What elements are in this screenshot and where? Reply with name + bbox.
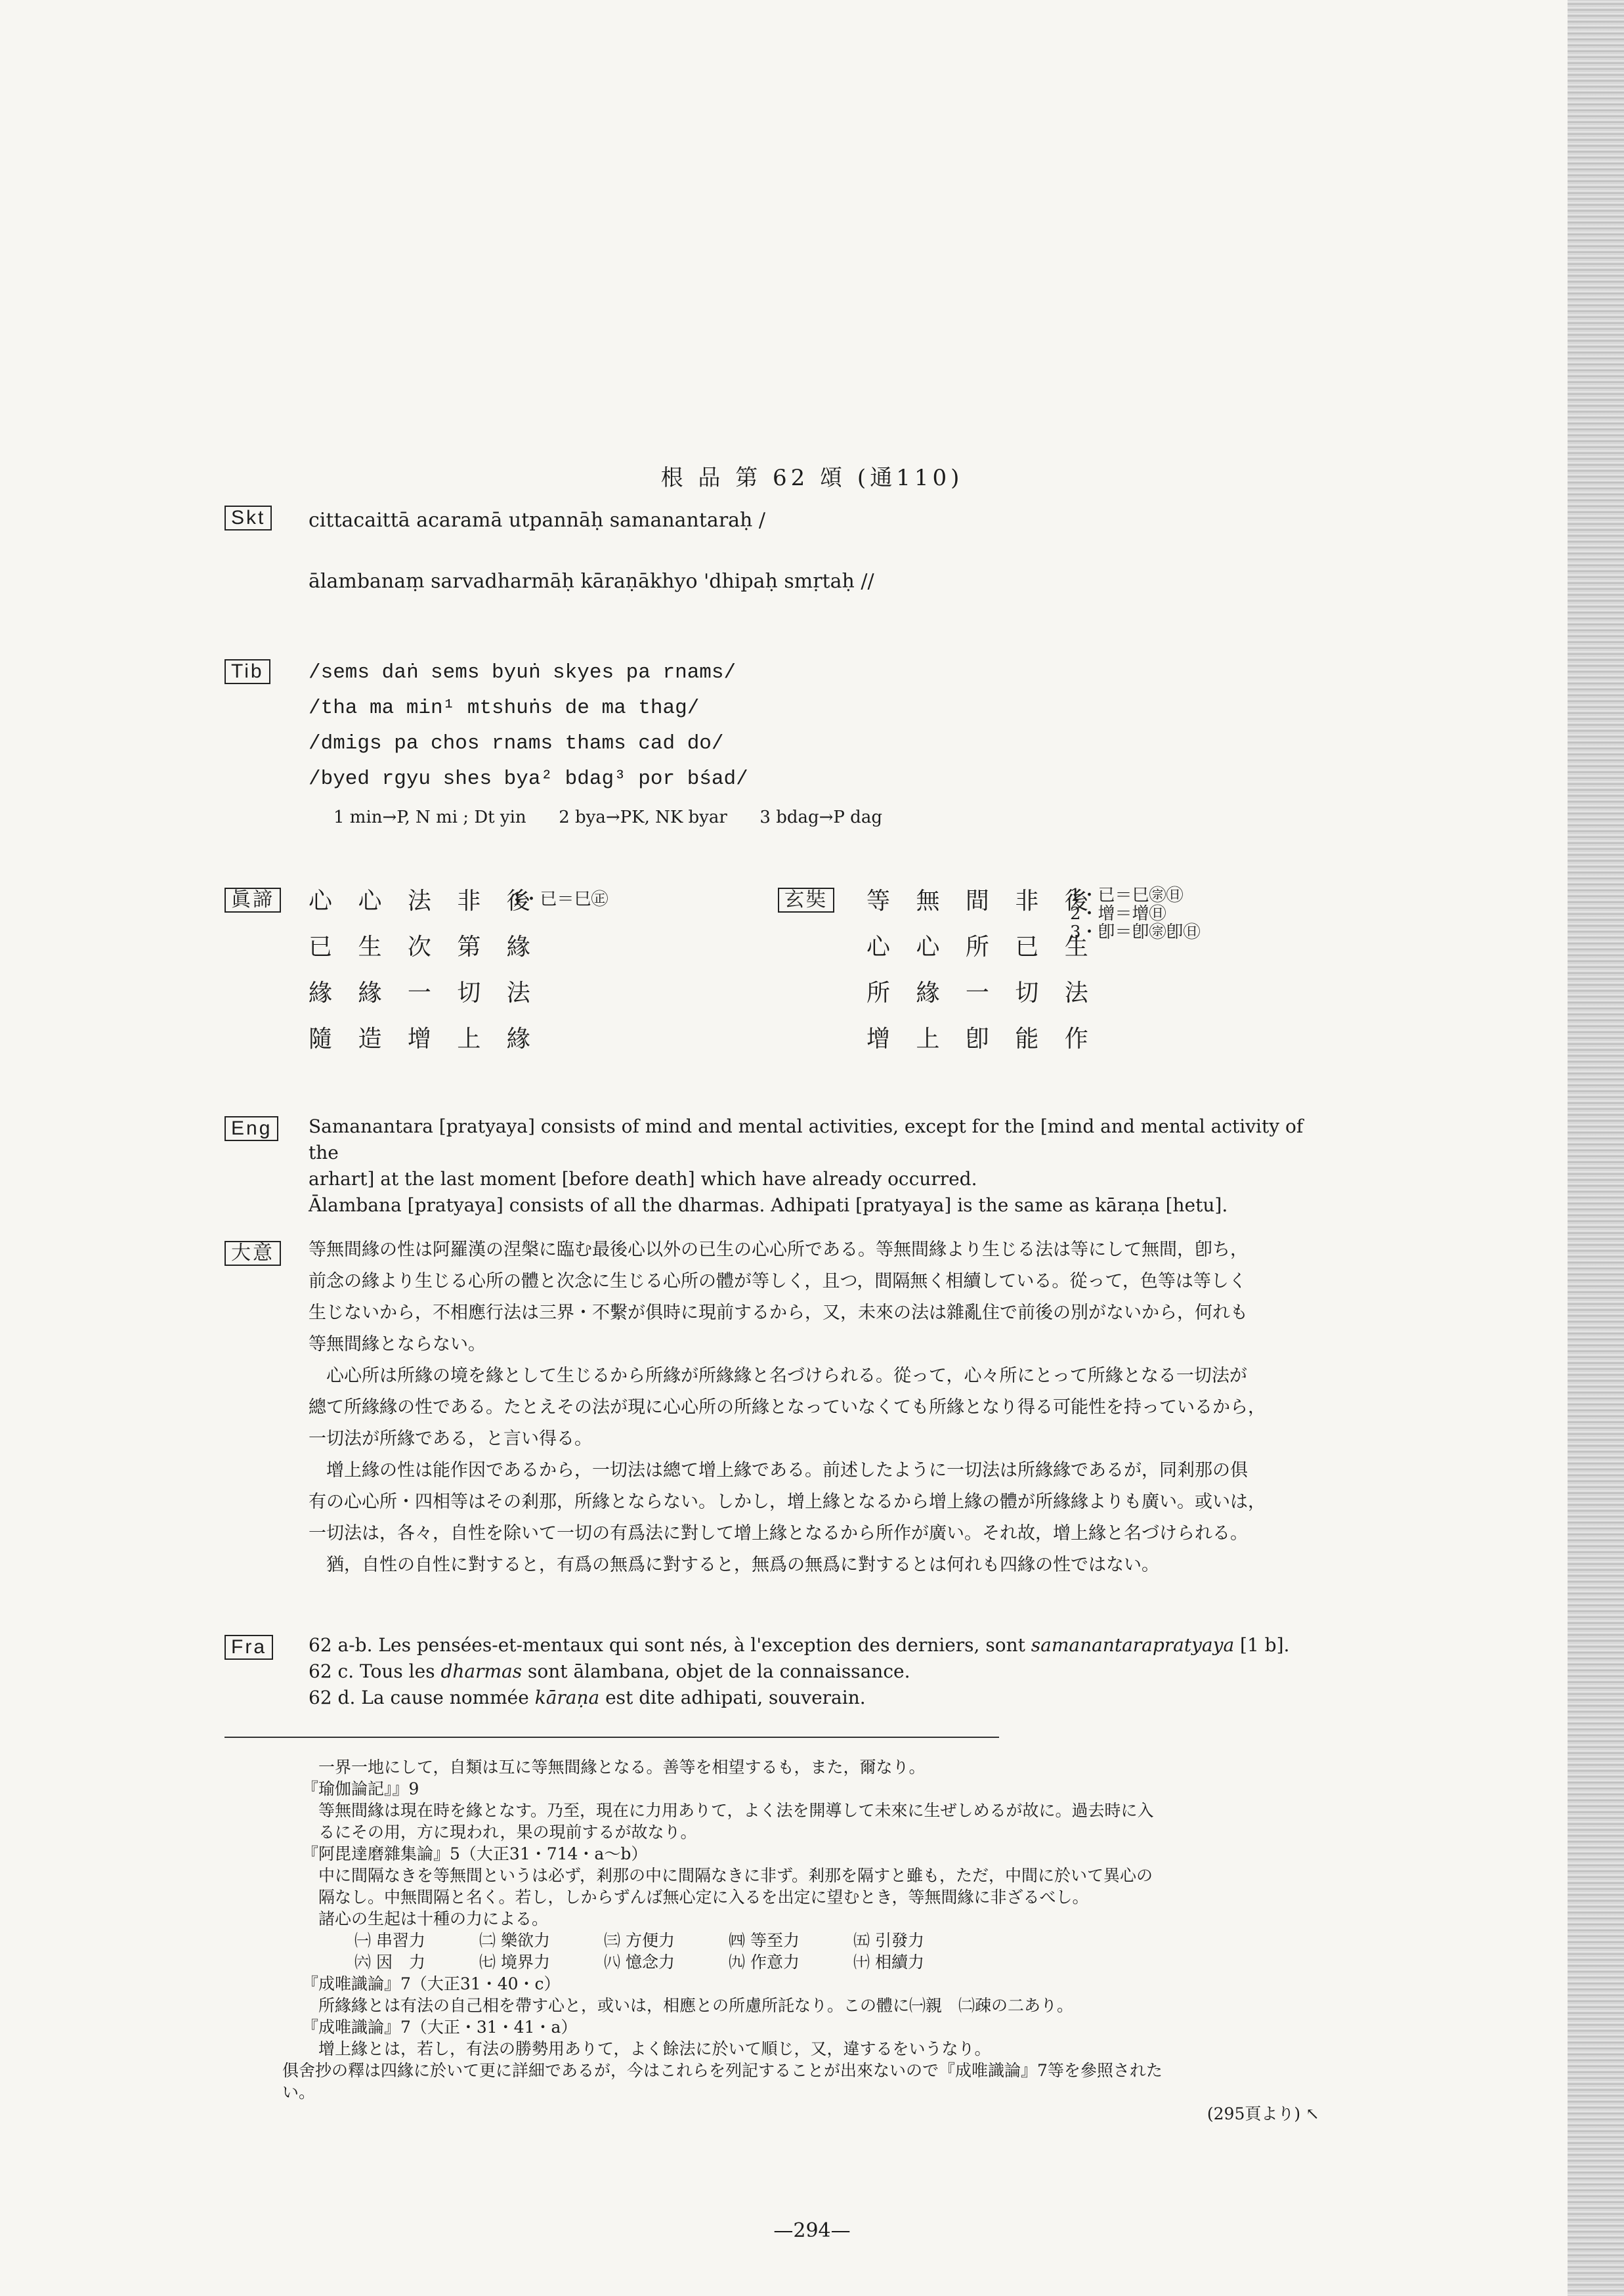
xuanzang-note-1: 1・已＝巳㊪㊐ xyxy=(1070,886,1184,905)
verse-title: 根 品 第 62 頌 (通110) xyxy=(660,465,964,491)
zhendi-line-3: 緣 緣 一 切 法 xyxy=(309,980,540,1007)
zhendi-line-4: 隨 造 增 上 緣 xyxy=(309,1026,540,1052)
zhendi-line-2: 已 生 次 第 緣 xyxy=(309,934,540,961)
footnote-line: 等無間緣は現在時を緣となす。乃至，現在に力用ありて，よく法を開導して未來に生ぜしめるが故に。過去時に入 xyxy=(302,1801,1154,1820)
english-line-1: Samanantara [pratyaya] consists of mind and mental activities, except for the [mind and mental activity of the xyxy=(309,1116,1304,1163)
footnote-divider xyxy=(224,1737,999,1738)
footnote-line: 隔なし。中無間隔と名く。若し，しからずんば無心定に入るを出定に望むとき，等無間緣に非ざるべし。 xyxy=(302,1888,1089,1907)
footnote-line: 所緣緣とは有法の自己相を帶す心と，或いは，相應との所慮所託なり。この體に㈠親 ㈡疎の二あり。 xyxy=(302,1996,1074,2015)
ten-forces-row-1: ㈠ 串習力 ㈡ 樂欲力 ㈢ 方便力 ㈣ 等至力 ㈤ 引發力 xyxy=(354,1931,924,1950)
label-fra: Fra xyxy=(224,1635,273,1660)
english-line-3: Ālambana [pratyaya] consists of all the dharmas. Adhipati [pratyaya] is the same as kāraṇa [hetu]. xyxy=(309,1194,1228,1216)
label-dayi: 大意 xyxy=(224,1241,281,1266)
summary-line-4: 等無間緣とならない。 xyxy=(309,1334,486,1354)
footnote-line: るにその用，方に現われ，果の現前するが故なり。 xyxy=(302,1823,697,1842)
xuanzang-line-3: 所 緣 一 切 法 xyxy=(866,980,1098,1007)
xuanzang-line-1: 等 無 間 非 後 xyxy=(866,888,1098,915)
summary-line-10: 一切法は，各々，自性を除いて一切の有爲法に對して增上緣となるから所作が廣い。それ故，增上緣と名づけられる。 xyxy=(309,1523,1248,1544)
footnote-line: 增上緣とは，若し，有法の勝勢用ありて，よく餘法に於いて順じ，又，違するをいうなり。 xyxy=(302,2039,991,2058)
footnote-line: 俱舍抄の釋は四緣に於いて更に詳細であるが，今はこれらを列記することが出來ないので『成唯識論』7等を參照された xyxy=(282,2061,1163,2080)
summary-text xyxy=(309,1234,1339,1581)
summary-line-6: 總て所緣緣の性である。たとえその法が現に心心所の所緣となっていなくても所緣となり得る可能性を持っているから， xyxy=(309,1397,1266,1418)
ten-forces-row-2: ㈥ 因 力 ㈦ 境界力 ㈧ 憶念力 ㈨ 作意力 ㈩ 相續力 xyxy=(354,1953,924,1972)
french-translation xyxy=(309,1632,1339,1711)
summary-line-5: 心心所は所緣の境を緣として生じるから所緣が所緣緣と名づけられる。從って，心々所にとって所緣となる一切法が xyxy=(309,1366,1247,1386)
xuanzang-verse xyxy=(866,878,1098,1062)
english-line-2: arhart] at the last moment [before death] which have already occurred. xyxy=(309,1168,977,1190)
zhendi-note-1: 1・已＝巳㊣ xyxy=(512,890,609,909)
xuanzang-note-3: 3・卽＝卽㊪卽㊐ xyxy=(1070,922,1201,942)
label-xuanzang: 玄奘 xyxy=(778,888,834,913)
footnote-line: 中に間隔なきを等無間というは必ず，剎那の中に間隔なきに非ず。剎那を隔すと雖も，ただ，中間に於いて異心の xyxy=(302,1866,1153,1885)
english-translation xyxy=(309,1114,1333,1219)
footnote-line: 一界一地にして，自類は互に等無間緣となる。善等を相望するも，また，爾なり。 xyxy=(302,1758,926,1777)
footnote-line: い。 xyxy=(282,2083,316,2102)
footnote-source: 『成唯識論』7（大正・31・41・a） xyxy=(302,2018,578,2037)
sanskrit-line-1: cittacaittā acaramā utpannāḥ samanantaraḥ / xyxy=(309,509,766,532)
xuanzang-line-4: 增 上 卽 能 作 xyxy=(866,1026,1098,1052)
xuanzang-note-2: 2・增＝增㊐ xyxy=(1070,904,1166,924)
summary-line-2: 前念の緣より生じる心所の體と次念に生じる心所の體が等しく，且つ，間隔無く相續している。從って，色等は等しく xyxy=(309,1271,1247,1291)
tibetan-variants: 1 min→P, N mi ; Dt yin 2 bya→PK, NK byar 3 bdag→P dag xyxy=(333,808,882,827)
summary-line-9: 有の心心所・四相等はその剎那，所緣とならない。しかし，增上緣となるから增上緣の體が所緣緣よりも廣い。或いは， xyxy=(309,1492,1266,1512)
zhendi-line-1: 心 心 法 非 後 xyxy=(309,888,540,915)
footnote-line: 諸心の生起は十種の力による。 xyxy=(302,1909,549,1928)
label-eng: Eng xyxy=(224,1116,278,1141)
footnotes xyxy=(282,1756,1352,2125)
scan-edge xyxy=(1568,0,1624,2296)
sanskrit-line-2: ālambanaṃ sarvadharmāḥ kāraṇākhyo 'dhipaḥ smṛtaḥ // xyxy=(309,570,874,593)
footnote-source: 『瑜伽論記』』9 xyxy=(302,1779,419,1798)
footnote-source: 『成唯識論』7（大正31・40・c） xyxy=(302,1974,561,1993)
page-number: —294— xyxy=(773,2219,851,2242)
summary-line-8: 增上緣の性は能作因であるから，一切法は總て增上緣である。前述したように一切法は所緣緣であるが，同剎那の俱 xyxy=(309,1460,1248,1481)
tibetan-line-1: /sems daṅ sems byuṅ skyes pa rnams/ xyxy=(309,661,737,684)
footnote-source: 『阿毘達磨雜集論』5（大正31・714・a～b） xyxy=(302,1844,648,1863)
tibetan-line-3: /dmigs pa chos rnams thams cad do/ xyxy=(309,732,724,755)
tibetan-line-2: /tha ma min¹ mtshuṅs de ma thag/ xyxy=(309,697,700,720)
tibetan-verse xyxy=(309,655,748,797)
french-line-2: 62 c. Tous les dharmas sont ālambana, objet de la connaissance. xyxy=(309,1660,910,1682)
summary-line-3: 生じないから，不相應行法は三界・不繫が俱時に現前するから，又，未來の法は雜亂住で前後の別がないから，何れも xyxy=(309,1303,1248,1323)
french-line-1: 62 a-b. Les pensées-et-mentaux qui sont nés, à l'exception des derniers, sont samanantarapratyaya [1 b]. xyxy=(309,1634,1290,1656)
xuanzang-line-2: 心 心 所 已 生 xyxy=(866,934,1098,961)
summary-line-11: 猶，自性の自性に對すると，有爲の無爲に對すると，無爲の無爲に對するとは何れも四緣の性ではない。 xyxy=(309,1555,1159,1575)
xuanzang-notes xyxy=(1070,886,1201,942)
french-line-3: 62 d. La cause nommée kāraṇa est dite adhipati, souverain. xyxy=(309,1687,866,1708)
label-zhendi: 眞諦 xyxy=(224,888,281,913)
label-skt: Skt xyxy=(224,506,272,531)
summary-line-1: 等無間緣の性は阿羅漢の涅槃に臨む最後心以外の已生の心心所である。等無間緣より生じる法は等にして無間，卽ち， xyxy=(309,1240,1248,1260)
tibetan-line-4: /byed rgyu shes bya² bdag³ por bśad/ xyxy=(309,768,748,791)
zhendi-verse xyxy=(309,878,540,1062)
summary-line-7: 一切法が所緣である，と言い得る。 xyxy=(309,1429,592,1449)
label-tib: Tib xyxy=(224,659,270,684)
continued-from: (295頁より) ↖ xyxy=(1207,2104,1319,2123)
